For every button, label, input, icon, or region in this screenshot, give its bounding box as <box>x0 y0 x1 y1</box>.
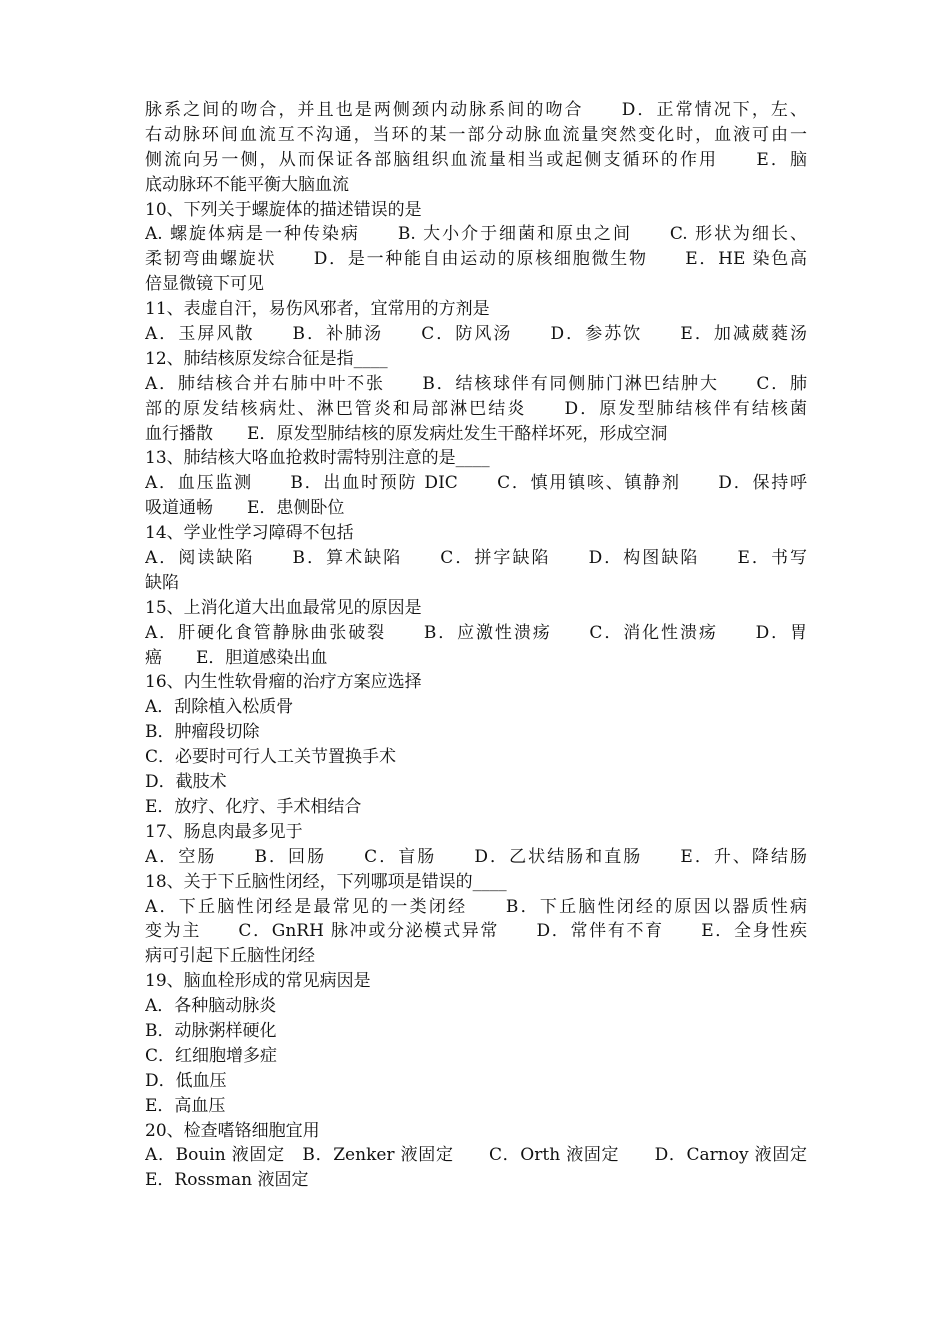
option-item: E．放疗、化疗、手术相结合 <box>145 796 362 817</box>
text-line: 底动脉环不能平衡大脑血流 <box>145 174 349 195</box>
option-item: A．各种脑动脉炎 <box>145 996 277 1017</box>
question-title: 19、脑血栓形成的常见病因是 <box>145 971 371 992</box>
options-line: 血行播散 E．原发型肺结核的原发病灶发生干酪样坏死，形成空洞 <box>145 423 668 444</box>
options-line: 变为主 C．GnRH 脉冲或分泌模式异常 D．常伴有不育 E．全身性疾 <box>145 921 807 942</box>
options-line: A．Bouin 液固定 B．Zenker 液固定 C．Orth 液固定 D．Carnoy 液固定 <box>145 1145 807 1166</box>
question-title: 20、检查嗜铬细胞宜用 <box>145 1120 320 1141</box>
options-line: 病可引起下丘脑性闭经 <box>145 946 315 967</box>
options-line: 部的原发结核病灶、淋巴管炎和局部淋巴结炎 D．原发型肺结核伴有结核菌 <box>145 398 807 419</box>
question-title: 11、表虚自汗，易伤风邪者，宜常用的方剂是 <box>145 299 490 320</box>
option-item: E．高血压 <box>145 1095 226 1116</box>
options-line: 缺陷 <box>145 572 179 593</box>
options-line: 癌 E．胆道感染出血 <box>145 647 328 668</box>
question-title: 12、肺结核原发综合征是指____ <box>145 348 388 369</box>
options-line: A．肝硬化食管静脉曲张破裂 B．应激性溃疡 C．消化性溃疡 D．胃 <box>145 622 807 643</box>
question-title: 10、下列关于螺旋体的描述错误的是 <box>145 199 422 220</box>
question-title: 15、上消化道大出血最常见的原因是 <box>145 597 422 618</box>
option-item: C．必要时可行人工关节置换手术 <box>145 747 397 768</box>
options-line: E．Rossman 液固定 <box>145 1170 309 1191</box>
question-title: 13、肺结核大咯血抢救时需特别注意的是____ <box>145 448 490 469</box>
text-line: 侧流向另一侧，从而保证各部脑组织血流量相当或起侧支循环的作用 E．脑 <box>145 149 807 170</box>
question-title: 17、肠息肉最多见于 <box>145 821 303 842</box>
option-item: B．肿瘤段切除 <box>145 722 260 743</box>
options-line: A．阅读缺陷 B．算术缺陷 C．拼字缺陷 D．构图缺陷 E．书写 <box>145 548 807 569</box>
options-line: A．玉屏风散 B．补肺汤 C．防风汤 D．参苏饮 E．加减葳蕤汤 <box>145 324 807 345</box>
question-title: 16、内生性软骨瘤的治疗方案应选择 <box>145 672 422 693</box>
options-line: A. 螺旋体病是一种传染病 B. 大小介于细菌和原虫之间 C. 形状为细长、 <box>145 224 807 245</box>
option-item: A．刮除植入松质骨 <box>145 697 294 718</box>
options-line: 吸道通畅 E．患侧卧位 <box>145 498 345 519</box>
options-line: A．血压监测 B．出血时预防 DIC C．慎用镇咳、镇静剂 D．保持呼 <box>145 473 807 494</box>
option-item: B．动脉粥样硬化 <box>145 1020 277 1041</box>
options-line: 倍显微镜下可见 <box>145 274 264 295</box>
options-line: A．肺结核合并右肺中叶不张 B．结核球伴有同侧肺门淋巴结肿大 C．肺 <box>145 373 807 394</box>
option-item: D．低血压 <box>145 1070 227 1091</box>
text-line: 右动脉环间血流互不沟通，当环的某一部分动脉血流量突然变化时，血液可由一 <box>145 124 807 145</box>
options-line: 柔韧弯曲螺旋状 D．是一种能自由运动的原核细胞微生物 E．HE 染色高 <box>145 249 807 270</box>
text-line: 脉系之间的吻合，并且也是两侧颈内动脉系间的吻合 D．正常情况下，左、 <box>145 100 807 120</box>
question-title: 14、学业性学习障碍不包括 <box>145 523 354 544</box>
option-item: D．截肢术 <box>145 772 227 793</box>
document-page <box>145 98 807 1193</box>
option-item: C．红细胞增多症 <box>145 1045 278 1066</box>
question-title: 18、关于下丘脑性闭经，下列哪项是错误的____ <box>145 871 507 892</box>
options-line: A．空肠 B．回肠 C．盲肠 D．乙状结肠和直肠 E．升、降结肠 <box>145 846 807 867</box>
options-line: A．下丘脑性闭经是最常见的一类闭经 B．下丘脑性闭经的原因以器质性病 <box>145 896 807 917</box>
